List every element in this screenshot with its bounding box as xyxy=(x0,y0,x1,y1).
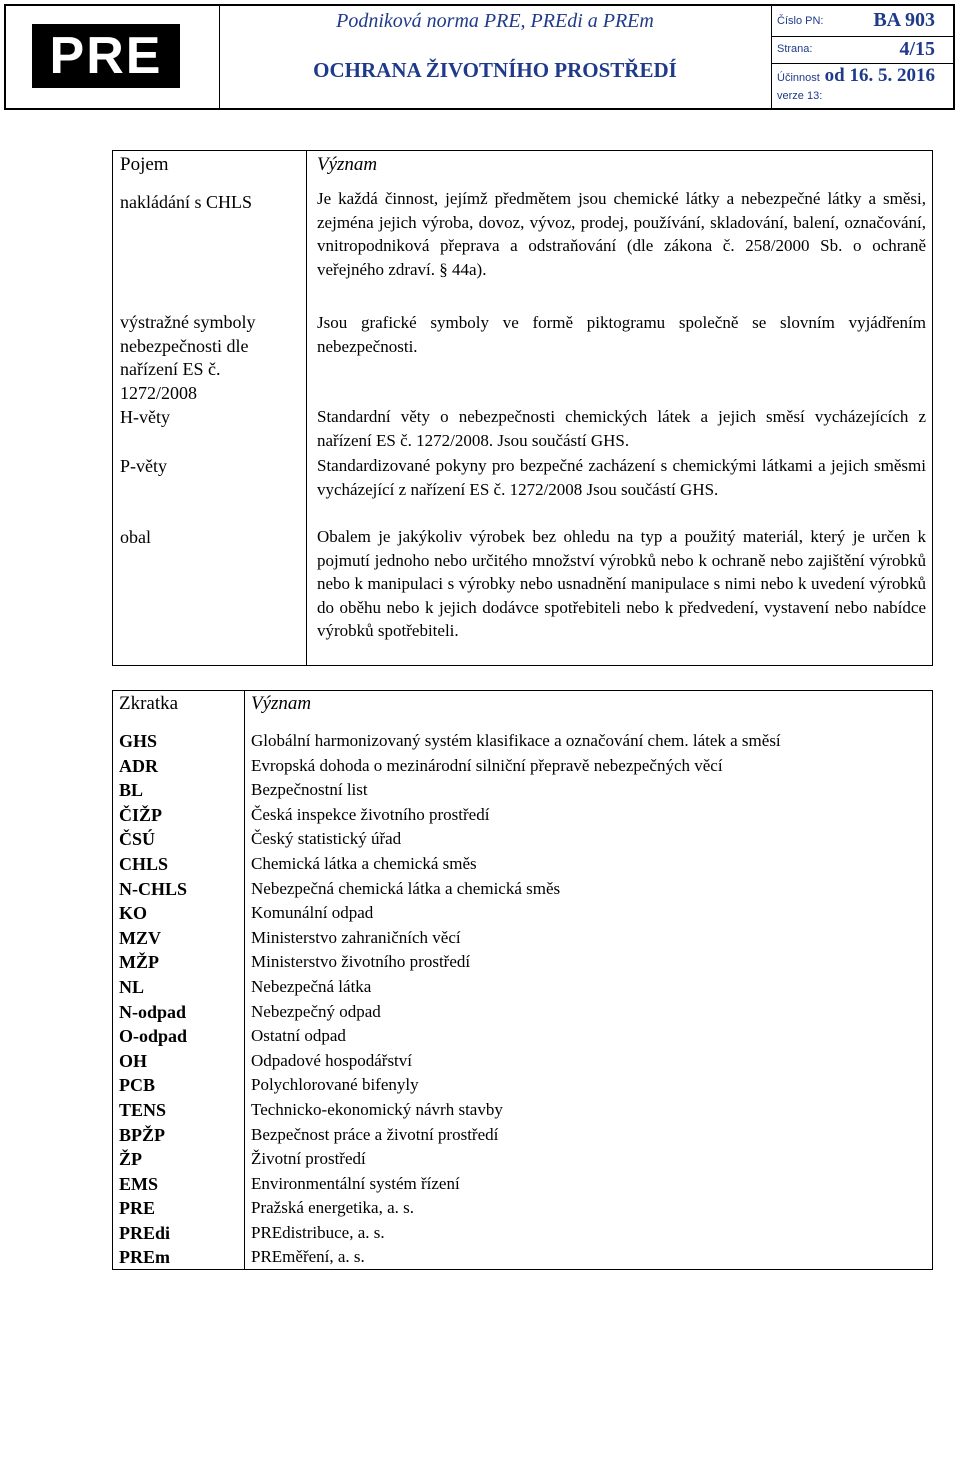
logo-cell xyxy=(6,6,220,108)
abbr-meaning-row: Odpadové hospodářství xyxy=(251,1050,413,1070)
abbr-meaning-row: Český statistický úřad xyxy=(251,829,402,849)
abbr-n-chls: N-CHLS xyxy=(119,878,188,899)
cislo-row xyxy=(771,6,953,37)
abbr-nl: NL xyxy=(119,976,145,997)
header-title-cell xyxy=(219,6,772,108)
cislo-label: Číslo PN: xyxy=(777,15,824,27)
abbr-oh: OH xyxy=(119,1050,148,1071)
abbr-ko: KO xyxy=(119,903,148,924)
verze-row xyxy=(771,87,953,107)
abbr-meaning-row: Životní prostředí xyxy=(251,1149,366,1169)
abbr-column xyxy=(119,729,241,1270)
abbr-meaning-column xyxy=(251,729,929,1270)
abbr--p: ŽP xyxy=(119,1149,143,1170)
strana-row xyxy=(771,36,953,64)
abbr-meaning-row: PREdistribuce, a. s. xyxy=(251,1222,385,1242)
abbr-meaning-row: Komunální odpad xyxy=(251,903,374,923)
abbr-meaning-row: Bezpečnost práce a životní prostředí xyxy=(251,1124,499,1144)
abbr-ems: EMS xyxy=(119,1173,159,1194)
abbr-o-odpad: O-odpad xyxy=(119,1026,188,1047)
abbr-meaning-row: Ministerstvo životního prostředí xyxy=(251,952,471,972)
abbr-meaning-row: Technicko-ekonomický návrh stavby xyxy=(251,1099,503,1119)
abbr-header-abbr: Zkratka xyxy=(119,693,179,714)
meaning-nakladani: Je každá činnost, jejímž předmětem jsou chemické látky a nebezpečné látky a směsi, zejména jejich výroba, dovoz, vývoz, prodej, používání, skladování, balení, označování, vnitropodniková přeprava a odstraňování (dle zákona č. 258/2000 Sb. o ochraně veřejného zdraví. § 44a). xyxy=(317,189,926,279)
ucinnost-value: od 16. 5. 2016 xyxy=(824,65,935,86)
abbr-meaning-row: Pražská energetika, a. s. xyxy=(251,1198,415,1218)
meaning-obal: Obalem je jakýkoliv výrobek bez ohledu na typ a použitý materiál, který je určen k pojmutí jednoho nebo určitého množství výrobků nebo k ochraně nebo zajištění výrobků nebo k manipulaci s výrobky nebo usnadnění manipulace s nimi nebo k uvedení výrobků do oběhu nebo k jejich dodávce spotřebiteli nebo k předvedení, vystavení nebo nabídce výrobků spotřebiteli. xyxy=(317,527,926,640)
abbr-chls: CHLS xyxy=(119,853,169,874)
abbr-meaning-row: Ministerstvo zahraničních věcí xyxy=(251,927,461,947)
terms-column-divider xyxy=(306,151,307,665)
abbr-column-divider xyxy=(244,691,245,1269)
strana-value: 4/15 xyxy=(899,38,935,60)
norm-title: Podniková norma PRE, PREdi a PREm xyxy=(336,10,654,32)
abbr--i-p: ČIŽP xyxy=(119,804,163,825)
verze-label: verze 13: xyxy=(777,90,823,102)
ucinnost-label: Účinnost xyxy=(777,72,820,84)
abbr-meaning-row: Nebezpečný odpad xyxy=(251,1001,381,1021)
abbr-meaning-row: Evropská dohoda o mezinárodní silniční přepravě nebezpečných věcí xyxy=(251,755,723,775)
abbr-meaning-row: Polychlorované bifenyly xyxy=(251,1075,419,1095)
meaning-vystrazne-symboly: Jsou grafické symboly ve formě piktogramu společně se slovním vyjádřením nebezpečnosti. xyxy=(317,313,926,356)
term-p-vety: P-věty xyxy=(120,456,167,476)
abbr-n-odpad: N-odpad xyxy=(119,1001,187,1022)
abbr-meaning-row: Chemická látka a chemická směs xyxy=(251,853,477,873)
pre-logo: PRE xyxy=(32,24,180,88)
abbr-meaning-row: Globální harmonizovaný systém klasifikace a označování chem. látek a směsí xyxy=(251,731,781,750)
abbr-meaning-row: Ostatní odpad xyxy=(251,1026,346,1046)
abbr-predi: PREdi xyxy=(119,1222,171,1243)
term-vystrazne-symboly: výstražné symboly nebezpečnosti dle nařízení ES č. 1272/2008 xyxy=(120,312,256,403)
abbr-m-p: MŽP xyxy=(119,952,159,973)
terms-header-meaning: Význam xyxy=(317,154,378,175)
abbr-mzv: MZV xyxy=(119,927,161,948)
abbr-meaning-row: Environmentální systém řízení xyxy=(251,1173,460,1193)
abbr-bp-p: BPŽP xyxy=(119,1124,166,1145)
terms-table xyxy=(112,150,933,666)
abbr-ghs: GHS xyxy=(119,731,158,751)
meaning-p-vety: Standardizované pokyny pro bezpečné zacházení s chemickými látkami a jejich směsmi vycházející z nařízení ES č. 1272/2008 Jsou součástí GHS. xyxy=(317,456,926,499)
abbr-pre: PRE xyxy=(119,1198,155,1219)
document-header xyxy=(4,4,955,110)
abbr-bl: BL xyxy=(119,780,144,801)
term-h-vety: H-věty xyxy=(120,407,170,427)
abbr-meaning-row: Česká inspekce životního prostředí xyxy=(251,804,490,824)
abbr-meaning-row: Nebezpečná chemická látka a chemická směs xyxy=(251,878,561,898)
term-obal: obal xyxy=(120,527,151,547)
term-nakladani: nakládání s CHLS xyxy=(120,192,252,212)
cislo-value: BA 903 xyxy=(873,9,935,31)
header-meta-cell xyxy=(771,6,953,108)
abbr-meaning-row: Nebezpečná látka xyxy=(251,976,372,996)
strana-label: Strana: xyxy=(777,43,813,55)
abbr-pcb: PCB xyxy=(119,1075,155,1096)
abbr-meaning-row: PREměření, a. s. xyxy=(251,1247,365,1267)
abbr-prem: PREm xyxy=(119,1247,170,1268)
abbr--s-: ČSÚ xyxy=(119,829,156,850)
abbr-adr: ADR xyxy=(119,755,158,776)
abbr-tens: TENS xyxy=(119,1099,167,1120)
document-title: OCHRANA ŽIVOTNÍHO PROSTŘEDÍ xyxy=(313,58,677,82)
ucinnost-row xyxy=(771,63,953,87)
abbr-header-meaning: Význam xyxy=(251,693,312,714)
terms-header-term: Pojem xyxy=(120,154,169,175)
meaning-h-vety: Standardní věty o nebezpečnosti chemických látek a jejich směsí vycházejících z nařízení ES č. 1272/2008. Jsou součástí GHS. xyxy=(317,407,926,450)
abbreviations-table xyxy=(112,690,933,1270)
abbr-meaning-row: Bezpečnostní list xyxy=(251,780,368,800)
